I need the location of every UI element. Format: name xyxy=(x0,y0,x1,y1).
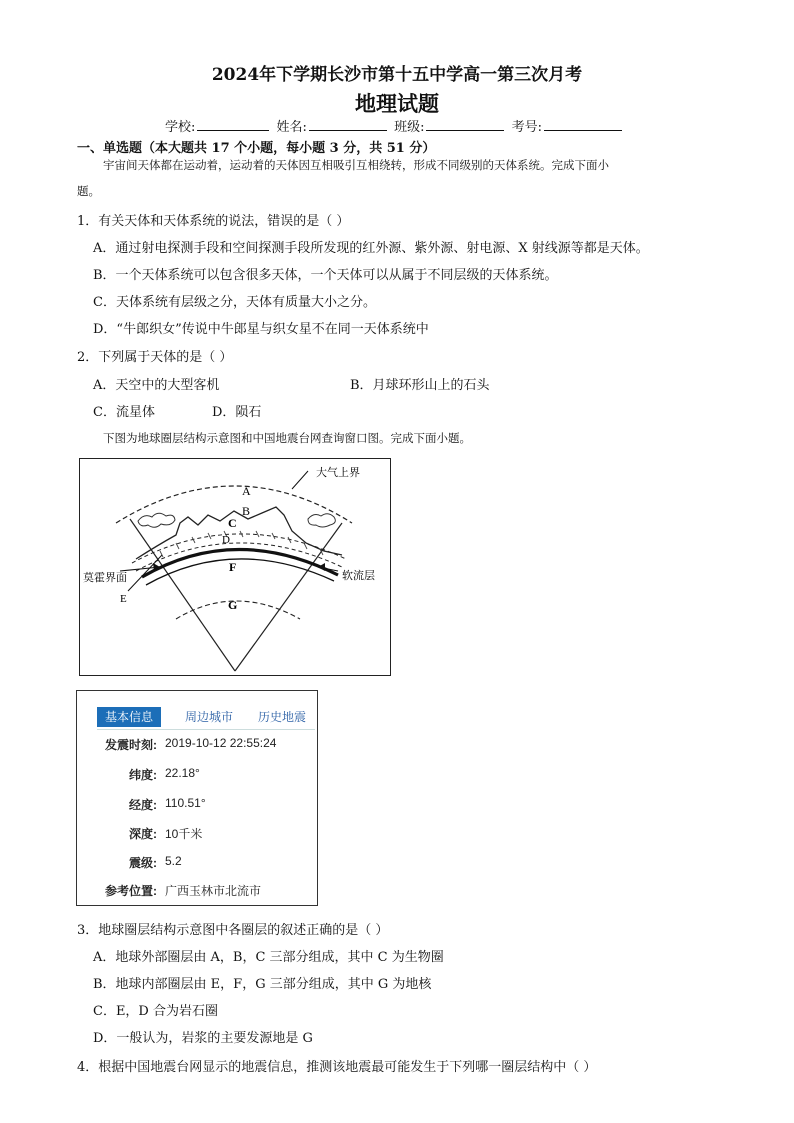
earth-layers-diagram xyxy=(79,458,391,676)
q3-stem: 3．地球圈层结构示意图中各圈层的叙述正确的是（ ） xyxy=(77,923,389,938)
tab-nearby-cities[interactable]: 周边城市 xyxy=(184,710,233,724)
cloud-left xyxy=(138,513,175,527)
number-blank[interactable] xyxy=(544,118,622,131)
q3-option-c[interactable]: C．E，D 合为岩石圈 xyxy=(93,1004,218,1019)
earthquake-query-window xyxy=(76,690,318,906)
q2-option-c[interactable]: C．流星体 xyxy=(93,405,155,420)
section-heading: 一、单选题（本大题共 17 个小题，每小题 3 分，共 51 分） xyxy=(77,141,436,156)
field-location-label: 参考位置: xyxy=(105,884,157,898)
core-boundary-arc xyxy=(176,601,300,619)
astheno-arrowhead xyxy=(318,563,325,571)
label-atmos-top: 大气上界 xyxy=(316,467,360,479)
crust-hatches xyxy=(160,531,323,557)
field-time-value: 2019-10-12 22:55:24 xyxy=(165,736,277,750)
label-c: C xyxy=(228,516,237,530)
q3-option-a[interactable]: A．地球外部圈层由 A，B，C 三部分组成，其中 C 为生物圈 xyxy=(93,950,444,965)
tab-history[interactable]: 历史地震 xyxy=(257,710,306,724)
class-blank[interactable] xyxy=(426,118,504,131)
label-moho: 莫霍界面 xyxy=(83,572,127,584)
school-blank[interactable] xyxy=(197,118,269,131)
label-b: B xyxy=(242,504,251,518)
intro-text-2: 下图为地球圈层结构示意图和中国地震台网查询窗口图。完成下面小题。 xyxy=(103,431,471,445)
q2-option-a[interactable]: A．天空中的大型客机 xyxy=(93,378,220,393)
intro-text-1b: 题。 xyxy=(77,184,100,198)
field-time-label: 发震时刻: xyxy=(105,738,157,752)
exam-subject: 地理试题 xyxy=(355,91,439,116)
field-lat-value: 22.18° xyxy=(165,766,200,780)
label-asthenosphere: 软流层 xyxy=(342,570,375,582)
school-label: 学校: xyxy=(165,120,196,135)
field-depth-label: 深度: xyxy=(129,827,157,841)
label-a: A xyxy=(242,484,251,498)
field-magnitude-value: 5.2 xyxy=(165,854,182,868)
atmos-pointer xyxy=(292,471,308,489)
q3-option-b[interactable]: B．地球内部圈层由 E，F，G 三部分组成，其中 G 为地核 xyxy=(93,977,432,992)
e-pointer xyxy=(128,555,162,591)
field-depth-value: 10千米 xyxy=(165,827,203,841)
label-f: F xyxy=(229,560,237,574)
q1-stem: 1．有关天体和天体系统的说法，错误的是（ ） xyxy=(77,214,350,229)
q2-option-b[interactable]: B．月球环形山上的石头 xyxy=(350,378,490,393)
q4-stem: 4．根据中国地震台网显示的地震信息，推测该地震最可能发生于下列哪一圈层结构中（ ） xyxy=(77,1060,597,1075)
field-lat-label: 纬度: xyxy=(129,768,157,782)
tab-basic-info[interactable]: 基本信息 xyxy=(97,707,161,727)
q3-option-d[interactable]: D．一般认为，岩浆的主要发源地是 G xyxy=(93,1031,313,1046)
label-g: G xyxy=(228,598,238,612)
class-label: 班级: xyxy=(394,120,425,135)
q1-option-b[interactable]: B．一个天体系统可以包含很多天体，一个天体可以从属于不同层级的天体系统。 xyxy=(93,268,558,283)
earth-layers-svg xyxy=(80,459,389,674)
sector-left-edge xyxy=(130,519,238,671)
q2-option-d[interactable]: D．陨石 xyxy=(212,405,262,420)
student-info-line xyxy=(165,116,625,135)
exam-title: 2024年下学期长沙市第十五中学高一第三次月考 xyxy=(211,65,583,85)
q1-option-a[interactable]: A．通过射电探测手段和空间探测手段所发现的红外源、紫外源、射电源、X 射线源等都是天体。 xyxy=(93,241,649,256)
field-lon-value: 110.51° xyxy=(165,796,206,810)
label-d: D xyxy=(222,534,230,546)
label-e: E xyxy=(120,593,127,605)
name-blank[interactable] xyxy=(309,118,387,131)
cloud-right xyxy=(308,514,335,527)
name-label: 姓名: xyxy=(276,120,307,135)
sector-right-edge xyxy=(235,523,342,671)
intro-text-1: 宇宙间天体都在运动着，运动着的天体因互相吸引互相绕转，形成不同级别的天体系统。完成下面小 xyxy=(103,158,609,172)
number-label: 考号: xyxy=(511,120,542,135)
q1-option-d[interactable]: D．“牛郎织女”传说中牛郎星与织女星不在同一天体系统中 xyxy=(93,322,429,337)
q1-option-c[interactable]: C．天体系统有层级之分，天体有质量大小之分。 xyxy=(93,295,376,310)
field-location-value: 广西玉林市北流市 xyxy=(165,884,262,898)
quake-tab-bar xyxy=(97,705,315,730)
surface-mountains xyxy=(136,507,342,559)
field-lon-label: 经度: xyxy=(129,798,157,812)
field-magnitude-label: 震级: xyxy=(129,856,157,870)
q2-stem: 2．下列属于天体的是（ ） xyxy=(77,350,233,365)
